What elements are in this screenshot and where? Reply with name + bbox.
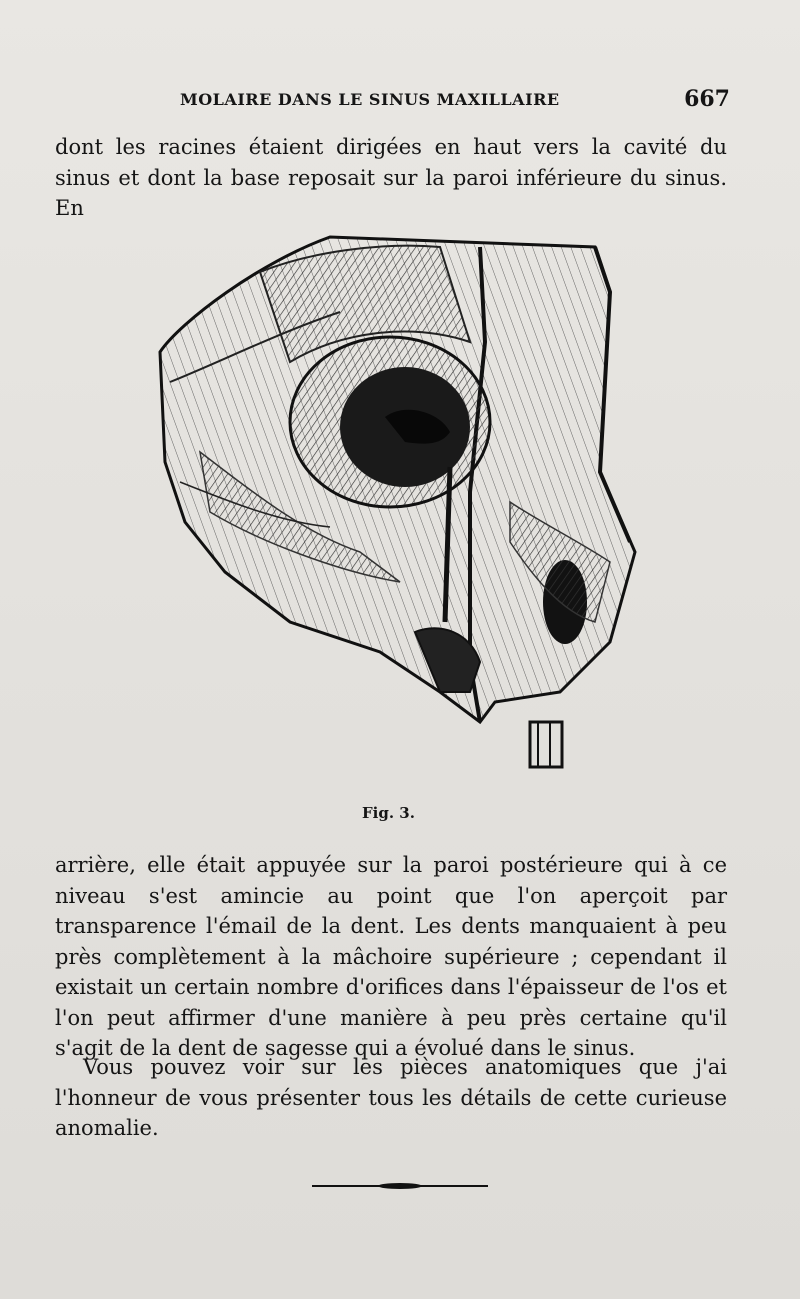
paragraph-last: Vous pouvez voir sur les pièces anatomiques que j'ai l'honneur de vous présenter tous les détails de cette curieuse anomalie. (55, 1055, 727, 1140)
skull-illustration (140, 222, 650, 792)
page-number: 667 (684, 86, 730, 112)
paragraph-top: dont les racines étaient dirigées en haut vers la cavité du sinus et dont la base reposait sur la paroi inférieure du sinus. En (55, 135, 727, 220)
running-head: MOLAIRE DANS LE SINUS MAXILLAIRE (180, 90, 560, 109)
section-end-rule (312, 1182, 488, 1190)
figure-caption: Fig. 3. (362, 804, 415, 822)
paragraph-bottom: arrière, elle était appuyée sur la paroi postérieure qui à ce niveau s'est amincie au point que l'on aperçoit par transparence l'émail de la dent. Les dents manquaient à peu près complètement à la mâchoire supérieure ; cependant il existait un certain nombre d'orifices dans l'épaisseur de l'os et l'on peut affirmer d'une manière à peu près certaine qu'il s'agit de la dent de sagesse qui a évolué dans le sinus. (55, 853, 727, 1060)
page-header (160, 88, 730, 118)
